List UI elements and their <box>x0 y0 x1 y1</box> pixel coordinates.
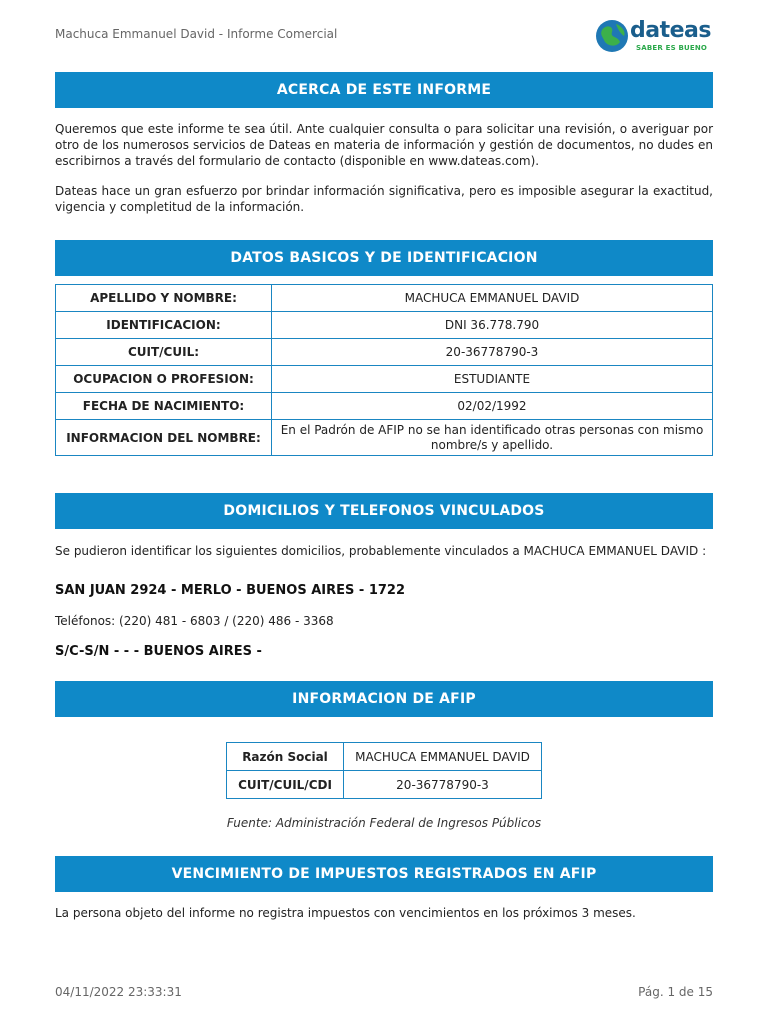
row-value: En el Padrón de AFIP no se han identificado otras personas con mismo nombre/s y apellido. <box>272 420 713 456</box>
table-row <box>56 312 713 339</box>
row-label: INFORMACION DEL NOMBRE: <box>56 420 272 456</box>
row-value: 20-36778790-3 <box>272 339 713 366</box>
table-row <box>56 366 713 393</box>
address-primary: SAN JUAN 2924 - MERLO - BUENOS AIRES - 1722 <box>55 583 406 598</box>
about-paragraph-2: Dateas hace un gran esfuerzo por brindar información significativa, pero es imposible asegurar la exactitud, vigencia y completitud de la información. <box>55 184 713 214</box>
logo-wordmark: dateas <box>630 18 711 43</box>
row-label: FECHA DE NACIMIENTO: <box>56 393 272 420</box>
footer-timestamp: 04/11/2022 23:33:31 <box>55 985 182 999</box>
row-label: IDENTIFICACION: <box>56 312 272 339</box>
addresses-intro: Se pudieron identificar los siguientes domicilios, probablemente vinculados a MACHUCA EMMANUEL DAVID : <box>55 544 707 558</box>
about-paragraph-1: Queremos que este informe te sea útil. Ante cualquier consulta o para solicitar una revisión, o averiguar por otro de los numerosos servicios de Dateas en materia de información y gestión de documentos, no dudes en escribirnos a través del formulario de contacto (disponible en www.dateas.com). <box>55 122 713 168</box>
row-label: CUIT/CUIL/CDI <box>227 771 344 799</box>
globe-icon <box>594 18 630 54</box>
row-label: OCUPACION O PROFESION: <box>56 366 272 393</box>
table-row <box>227 771 542 799</box>
row-value: 20-36778790-3 <box>344 771 542 799</box>
afip-section-heading: INFORMACION DE AFIP <box>55 681 713 717</box>
table-row <box>56 393 713 420</box>
basic-data-table <box>55 284 713 456</box>
afip-source-note: Fuente: Administración Federal de Ingresos Públicos <box>226 816 542 830</box>
about-section-heading: ACERCA DE ESTE INFORME <box>55 72 713 108</box>
phone-numbers: Teléfonos: (220) 481 - 6803 / (220) 486 - 3368 <box>55 614 334 628</box>
row-value: MACHUCA EMMANUEL DAVID <box>344 743 542 771</box>
dateas-logo <box>594 18 714 58</box>
addresses-section-heading: DOMICILIOS Y TELEFONOS VINCULADOS <box>55 493 713 529</box>
row-value: ESTUDIANTE <box>272 366 713 393</box>
table-row <box>56 420 713 456</box>
address-secondary: S/C-S/N - - - BUENOS AIRES - <box>55 644 262 659</box>
row-label: CUIT/CUIL: <box>56 339 272 366</box>
basic-data-section-heading: DATOS BASICOS Y DE IDENTIFICACION <box>55 240 713 276</box>
row-value: DNI 36.778.790 <box>272 312 713 339</box>
document-header-title: Machuca Emmanuel David - Informe Comercial <box>55 27 338 41</box>
footer-page-number: Pág. 1 de 15 <box>638 985 713 999</box>
table-row <box>56 339 713 366</box>
logo-tagline: SABER ES BUENO <box>636 44 708 52</box>
afip-table <box>226 742 542 799</box>
taxes-text: La persona objeto del informe no registra impuestos con vencimientos en los próximos 3 meses. <box>55 906 636 920</box>
row-value: MACHUCA EMMANUEL DAVID <box>272 285 713 312</box>
table-row <box>56 285 713 312</box>
row-label: Razón Social <box>227 743 344 771</box>
taxes-section-heading: VENCIMIENTO DE IMPUESTOS REGISTRADOS EN AFIP <box>55 856 713 892</box>
row-label: APELLIDO Y NOMBRE: <box>56 285 272 312</box>
row-value: 02/02/1992 <box>272 393 713 420</box>
table-row <box>227 743 542 771</box>
